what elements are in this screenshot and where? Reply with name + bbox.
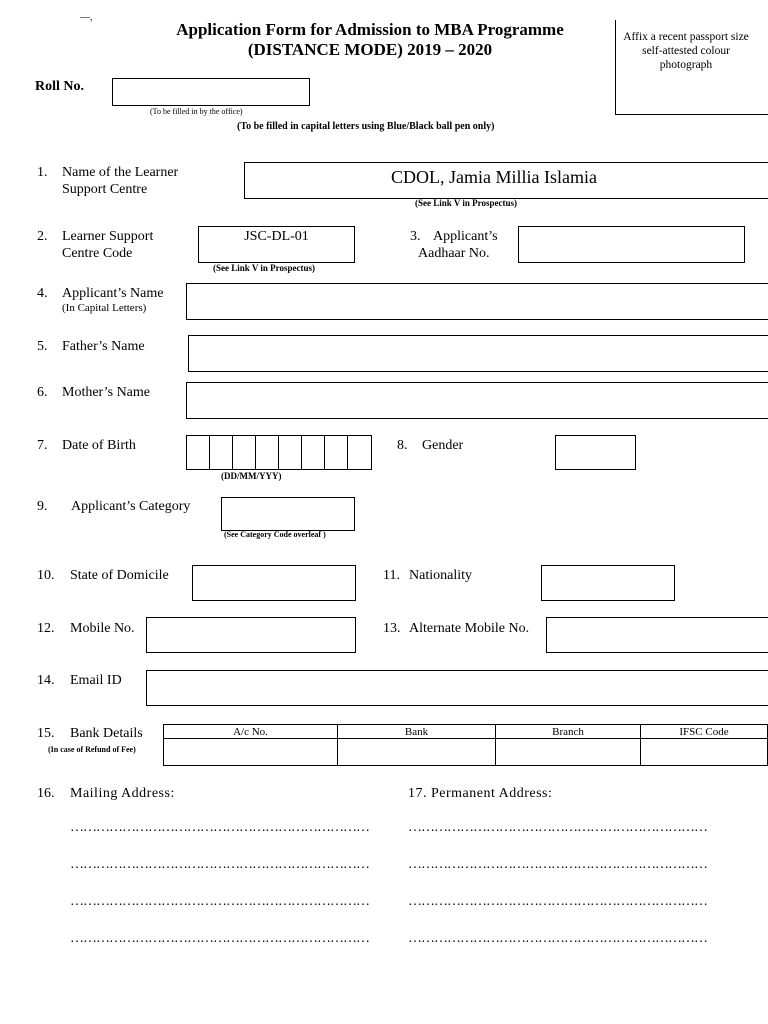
dob-cell-y2[interactable] [302, 436, 325, 469]
photo-box[interactable] [615, 20, 768, 115]
permanent-address-line[interactable]: …………………………………………………………… [408, 857, 707, 872]
field-15-label: Bank Details [70, 726, 143, 741]
bank-col-ifsc: IFSC Code [641, 725, 768, 739]
field-14-label: Email ID [70, 673, 122, 688]
field-6-label: Mother’s Name [62, 385, 150, 400]
field-6-number: 6. [37, 385, 48, 400]
field-16-number: 16. [37, 786, 55, 801]
field-13-number: 13. [383, 621, 401, 636]
mailing-address-line[interactable]: …………………………………………………………… [70, 857, 369, 872]
alternate-mobile-field[interactable] [546, 617, 768, 653]
dob-cell-y1[interactable] [279, 436, 302, 469]
field-13-label: Alternate Mobile No. [409, 621, 530, 636]
bank-ifsc-cell[interactable] [641, 739, 768, 766]
applicant-name-field[interactable] [186, 283, 768, 320]
field-2-number: 2. [37, 229, 48, 244]
roll-no-field[interactable] [112, 78, 310, 106]
permanent-address-line[interactable]: …………………………………………………………… [408, 820, 707, 835]
permanent-address-line[interactable]: …………………………………………………………… [408, 894, 707, 909]
field-4-number: 4. [37, 286, 48, 301]
instruction-text: (To be filled in capital letters using Blue/Black ball pen only) [237, 121, 495, 132]
field-2-note: (See Link V in Prospectus) [213, 263, 316, 273]
field-10-label: State of Domicile [70, 568, 169, 583]
field-16-label: Mailing Address: [70, 786, 175, 801]
mobile-field[interactable] [146, 617, 356, 653]
field-7-number: 7. [37, 438, 48, 453]
bank-col-account: A/c No. [164, 725, 338, 739]
field-10-number: 10. [37, 568, 55, 583]
field-11-number: 11. [383, 568, 400, 583]
field-4-label: Applicant’s Name [62, 286, 164, 301]
mother-name-field[interactable] [186, 382, 768, 419]
field-3-number: 3. [410, 229, 421, 244]
field-7-label: Date of Birth [62, 438, 136, 453]
field-1-number: 1. [37, 165, 48, 180]
field-8-number: 8. [397, 438, 408, 453]
field-1-note: (See Link V in Prospectus) [415, 198, 518, 208]
field-4-sublabel: (In Capital Letters) [62, 302, 147, 314]
bank-col-bank: Bank [338, 725, 496, 739]
field-3-label-line1: Applicant’s [433, 229, 498, 244]
field-5-number: 5. [37, 339, 48, 354]
category-field[interactable] [221, 497, 355, 531]
photo-note: Affix a recent passport size self-attested colour photograph [623, 31, 749, 71]
field-8-label: Gender [422, 438, 464, 453]
field-5-label: Father’s Name [62, 339, 145, 354]
bank-name-cell[interactable] [338, 739, 496, 766]
state-of-domicile-field[interactable] [192, 565, 356, 601]
mailing-address-line[interactable]: …………………………………………………………… [70, 894, 369, 909]
dob-note: (DD/MM/YYY) [221, 471, 282, 481]
field-1-label-line1: Name of the Learner [62, 165, 179, 180]
form-title-line1: Application Form for Admission to MBA Programme [176, 20, 564, 39]
bank-col-branch: Branch [496, 725, 641, 739]
learner-support-centre-value: CDOL, Jamia Millia Islamia [391, 167, 597, 187]
centre-code-value: JSC-DL-01 [244, 229, 309, 244]
nationality-field[interactable] [541, 565, 675, 601]
dob-cell-d1[interactable] [187, 436, 210, 469]
dob-field[interactable] [186, 435, 372, 470]
centre-code-field[interactable] [198, 226, 355, 263]
roll-no-label: Roll No. [35, 79, 84, 94]
mailing-address-line[interactable]: …………………………………………………………… [70, 820, 369, 835]
dob-cell-m1[interactable] [233, 436, 256, 469]
permanent-address-line[interactable]: …………………………………………………………… [408, 931, 707, 946]
dob-cell-y3[interactable] [325, 436, 348, 469]
field-15-number: 15. [37, 726, 55, 741]
field-12-label: Mobile No. [70, 621, 135, 636]
gender-field[interactable] [555, 435, 636, 470]
category-note: (See Category Code overleaf ) [224, 530, 326, 539]
roll-no-note: (To be filled in by the office) [150, 107, 243, 116]
mailing-address-line[interactable]: …………………………………………………………… [70, 931, 369, 946]
field-2-label-line2: Centre Code [62, 246, 133, 261]
field-1-label-line2: Support Centre [62, 182, 148, 197]
dob-cell-y4[interactable] [348, 436, 371, 469]
dob-cell-d2[interactable] [210, 436, 233, 469]
field-12-number: 12. [37, 621, 55, 636]
aadhaar-field[interactable] [518, 226, 745, 263]
learner-support-centre-field[interactable] [244, 162, 768, 199]
bank-details-table [163, 724, 768, 766]
field-9-label: Applicant’s Category [71, 499, 191, 514]
field-15-sublabel: (In case of Refund of Fee) [48, 745, 136, 754]
father-name-field[interactable] [188, 335, 768, 372]
field-17-label: 17. Permanent Address: [408, 786, 553, 801]
field-14-number: 14. [37, 673, 55, 688]
field-11-label: Nationality [409, 568, 472, 583]
bank-branch-cell[interactable] [496, 739, 641, 766]
field-3-label-line2: Aadhaar No. [418, 246, 490, 261]
field-9-number: 9. [37, 499, 48, 514]
form-title-line2: (DISTANCE MODE) 2019 – 2020 [247, 40, 493, 59]
bank-account-cell[interactable] [164, 739, 338, 766]
field-2-label-line1: Learner Support [62, 229, 154, 244]
dob-cell-m2[interactable] [256, 436, 279, 469]
email-field[interactable] [146, 670, 768, 706]
corner-mark: —, [80, 12, 93, 23]
